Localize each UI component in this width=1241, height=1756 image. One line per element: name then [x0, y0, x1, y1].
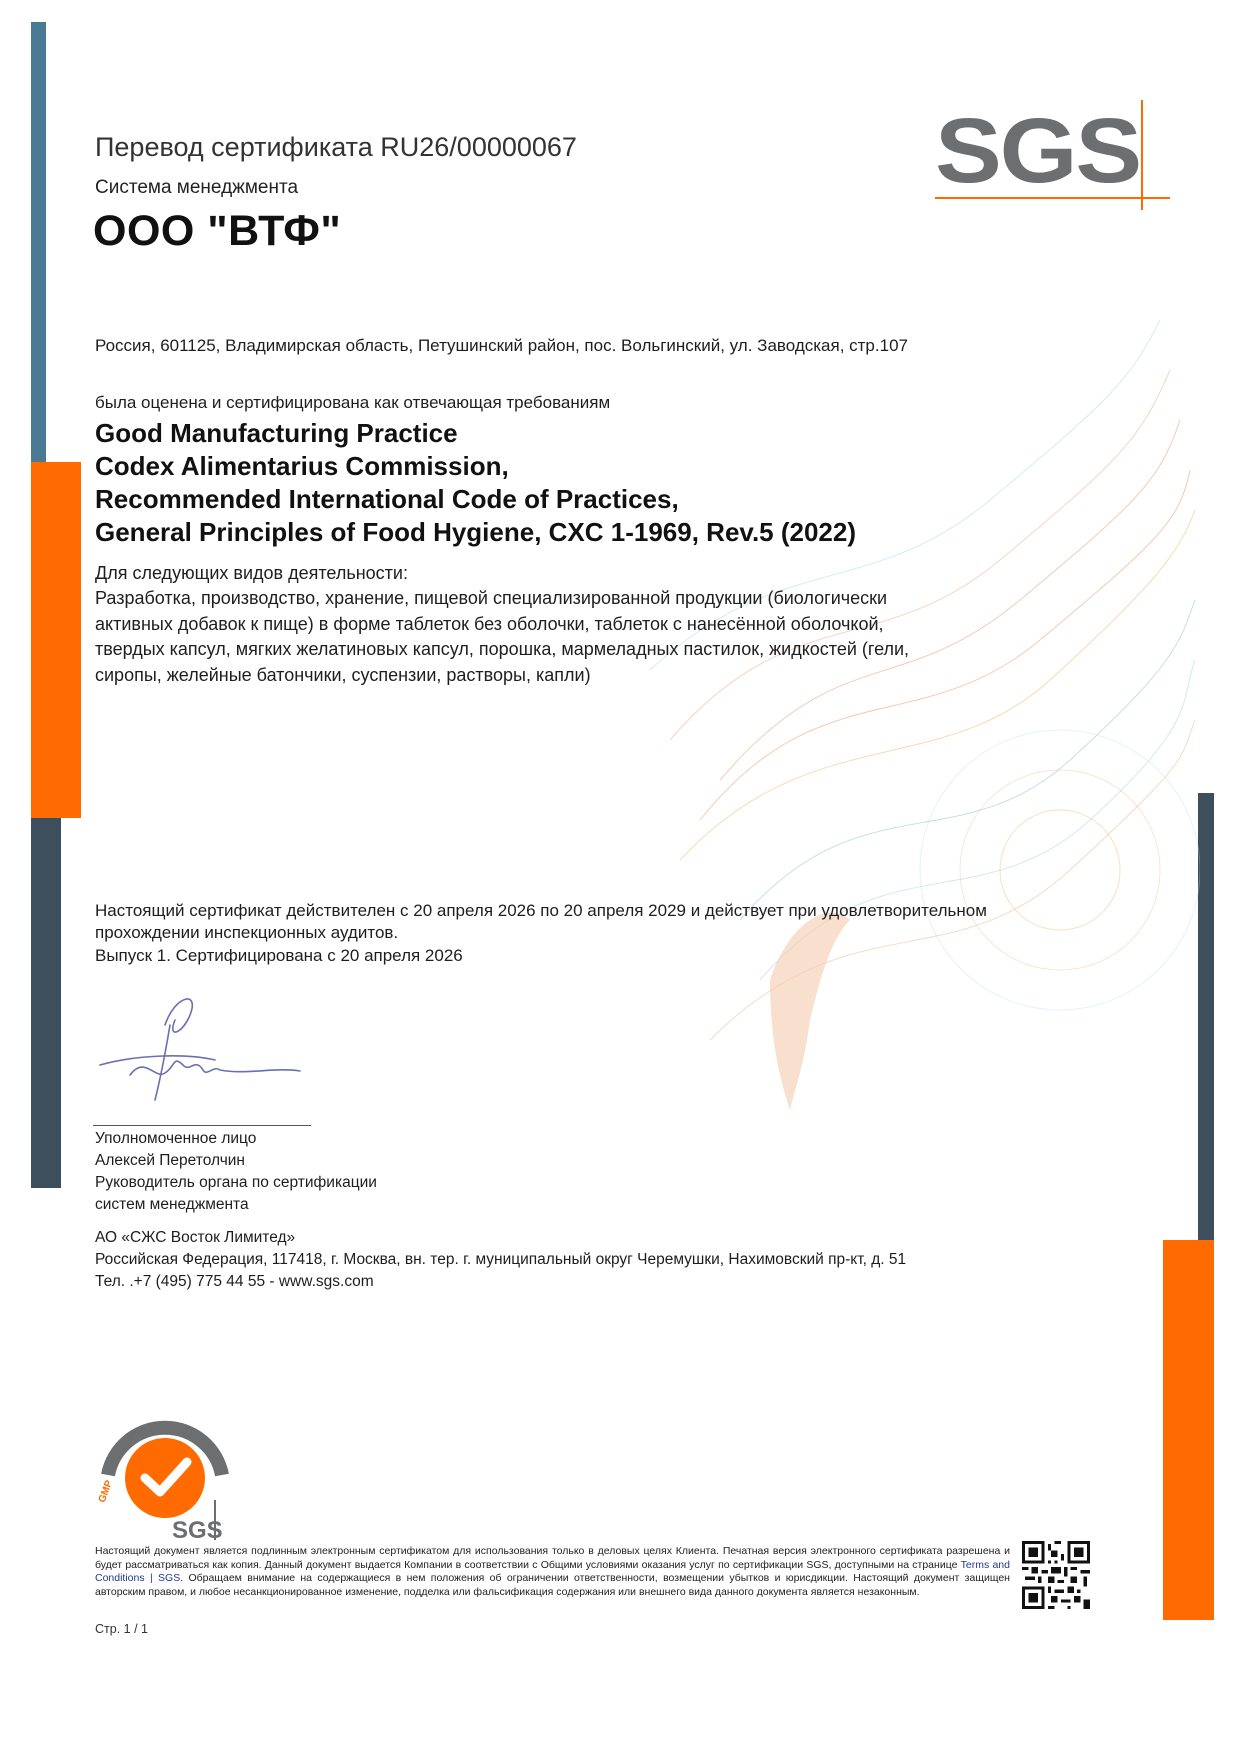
- qr-code-icon: [1022, 1541, 1090, 1609]
- footer-text: . Обращаем внимание на содержащиеся в нем положения об ограничении ответственности, возмещении убытков и юрисдикции. Настоящий документ защищен авторским правом, и любое несанкционированное изменение, подделка или фальсификация содержания или внешнего вида данного документа является незаконным.: [95, 1572, 1010, 1598]
- sgs-logo-icon: [935, 100, 1170, 210]
- certificate-subtitle: Система менеджмента: [95, 177, 299, 198]
- validity-statement: [95, 900, 1105, 944]
- standard-line: General Principles of Food Hygiene, CXC 1-1969, Rev.5 (2022): [95, 517, 857, 547]
- mark-arc-text: SYSTEM CERTIFICATION: [106, 1396, 213, 1441]
- terms-link[interactable]: Terms and Conditions | SGS: [95, 1558, 1010, 1585]
- legal-footer: [95, 1545, 1010, 1599]
- signatory-role: Уполномоченное лицо: [95, 1130, 257, 1147]
- scope-line: активных добавок к пище) в форме таблеток без оболочки, таблеток с нанесённой оболочкой,: [95, 613, 884, 634]
- mark-side-text: GMP: [96, 1478, 116, 1505]
- guilloche-background: [620, 220, 1200, 1220]
- issuer-address: Российская Федерация, 117418, г. Москва, вн. тер. г. муниципальный округ Черемушки, Нахимовский пр-кт, д. 51: [95, 1251, 907, 1268]
- certificate-title: Перевод сертификата RU26/00000067: [95, 132, 577, 162]
- signature-line: [93, 1125, 311, 1126]
- issue-info: Выпуск 1. Сертифицирована с 20 апреля 2026: [95, 946, 463, 965]
- company-address: Россия, 601125, Владимирская область, Петушинский район, пос. Вольгинский, ул. Заводская, стр.107: [95, 336, 908, 355]
- scope-text: [95, 586, 1055, 688]
- assessed-statement: была оценена и сертифицирована как отвечающая требованиям: [95, 393, 611, 412]
- signatory-position: систем менеджмента: [95, 1196, 249, 1213]
- left-bar-dark: [31, 818, 61, 1188]
- signatory-name: Алексей Перетолчин: [95, 1152, 245, 1169]
- left-bar-blue: [31, 22, 46, 462]
- validity-line: Настоящий сертификат действителен с 20 апреля 2026 по 20 апреля 2029 и действует при удовлетворительном: [95, 901, 987, 920]
- issuer-block: [95, 1227, 906, 1293]
- scope-line: твердых капсул, мягких желатиновых капсул, порошка, мармеладных пастилок, жидкостей (гели,: [95, 639, 910, 659]
- standard-line: Recommended International Code of Practices,: [95, 484, 679, 514]
- company-name: ООО "ВТФ": [93, 207, 342, 255]
- right-bar-dark: [1198, 793, 1214, 1240]
- mark-brand-text: SGS: [172, 1517, 223, 1540]
- right-bar-orange: [1163, 1240, 1214, 1620]
- standard-block: [95, 417, 856, 549]
- left-bar-orange: [31, 462, 81, 818]
- signatory-position: Руководитель органа по сертификации: [95, 1174, 377, 1191]
- scope-line: Разработка, производство, хранение, пищевой специализированной продукции (биологически: [95, 588, 888, 608]
- signatory-block: [95, 1128, 377, 1216]
- issuer-contacts: Тел. .+7 (495) 775 44 55 - www.sgs.com: [95, 1273, 374, 1290]
- gmp-certification-mark-icon: [90, 1380, 240, 1540]
- standard-line: Codex Alimentarius Commission,: [95, 451, 509, 481]
- validity-line: прохождении инспекционных аудитов.: [95, 923, 399, 942]
- page-number: Стр. 1 / 1: [95, 1622, 148, 1636]
- scope-heading: Для следующих видов деятельности:: [95, 563, 408, 583]
- standard-line: Good Manufacturing Practice: [95, 418, 458, 448]
- footer-text: Настоящий документ является подлинным электронным сертификатом для использования только в деловых целях Клиента. Печатная версия электронного сертификата разрешена и будет рассматриваться как копия. Данный документ выдается Компании в соответствии с Общими условиями оказания услуг по сертификации SGS, доступными на странице: [95, 1545, 1010, 1571]
- svg-text:SGS: SGS: [935, 100, 1140, 202]
- scope-line: сиропы, желейные батончики, суспензии, растворы, капли): [95, 664, 591, 685]
- issuer-name: АО «СЖС Восток Лимитед»: [95, 1229, 296, 1246]
- handwritten-signature: [95, 985, 315, 1115]
